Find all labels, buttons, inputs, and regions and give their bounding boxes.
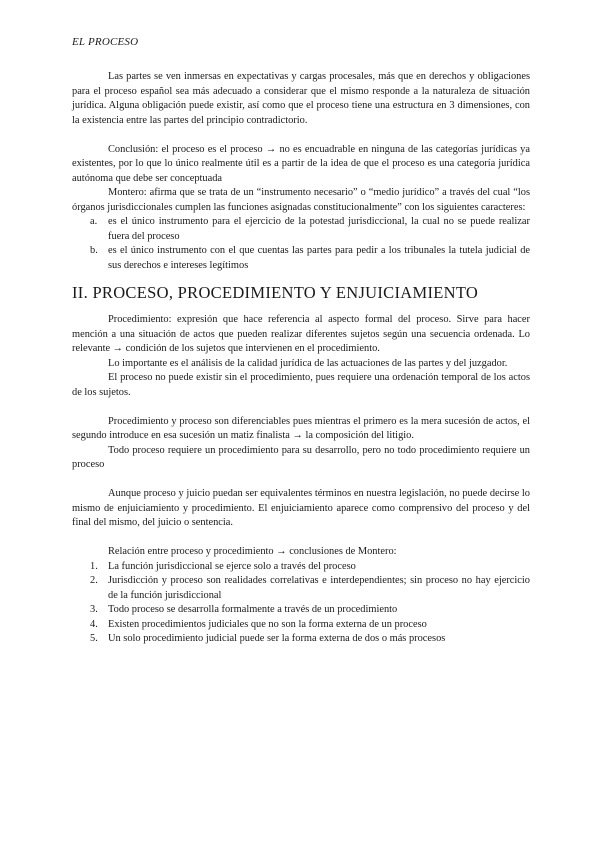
paragraph-montero: Montero: afirma que se trata de un “instrumento necesario” o “medio jurídico” a través del cual “los órganos jurisdiccionales cumplen las funciones asignadas constitucionalmente” con los siguientes caracteres: [72, 187, 530, 213]
conclusiones-list [72, 560, 530, 647]
paragraph-ordenacion-temporal: El proceso no puede existir sin el procedimiento, pues requiere una ordenación temporal de los actos de los sujetos. [72, 372, 530, 398]
list-item [72, 603, 530, 618]
caracteres-list [72, 215, 530, 273]
list-marker: 3. [90, 604, 98, 615]
list-item-text: Existen procedimientos judiciales que no son la forma externa de un proceso [108, 618, 427, 630]
list-marker: 4. [90, 618, 98, 630]
list-item [72, 560, 530, 575]
list-marker: 5. [90, 633, 98, 644]
list-item [72, 618, 530, 633]
list-item [72, 632, 530, 647]
paragraph-lo-importante: Lo importante es el análisis de la calidad jurídica de las actuaciones de las partes y del juzgador. [108, 357, 508, 369]
paragraph-enjuiciamiento: Aunque proceso y juicio puedan ser equivalentes términos en nuestra legislación, no puede decirse lo mismo de enjuiciamiento y procedimiento. El enjuiciamiento aparece como comprensivo del proceso y del final del mismo, del juicio o sentencia. [72, 488, 530, 528]
paragraph-procedimiento: Procedimiento: expresión que hace referencia al aspecto formal del proceso. Sirve para hacer mención a una situación de actos que pueden realizar diferentes sujetos según una secuencia ordenada. Lo relevante → condición de los sujetos que intervienen en el procedimiento. [72, 314, 530, 354]
document-body [72, 70, 530, 647]
paragraph-relacion: Relación entre proceso y procedimiento → conclusiones de Montero: [108, 546, 397, 557]
paragraph-todo-proceso: Todo proceso requiere un procedimiento para su desarrollo, pero no todo procedimiento requiere un proceso [72, 444, 530, 470]
list-item [72, 244, 530, 273]
paragraph-conclusion: Conclusión: el proceso es el proceso → no es encuadrable en ninguna de las categorías jurídicas ya existentes, por lo que lo único realmente útil es a partir de la idea de que el proceso es una categoría jurídica autónoma que debe ser conceptuada [72, 143, 530, 184]
list-item-text: es el único instrumento con el que cuentas las partes para pedir a los tribunales la tutela judicial de sus derechos e intereses legítimos [108, 245, 530, 271]
list-item-text: Un solo procedimiento judicial puede ser la forma externa de dos o más procesos [108, 633, 446, 644]
list-marker: b. [90, 245, 98, 256]
list-item [72, 574, 530, 603]
paragraph-situacion-juridica: Las partes se ven inmersas en expectativas y cargas procesales, más que en derechos y obligaciones para el proceso español sea más adecuado a considerar que el mismo responde a la naturaleza de situación jurídica. Alguna obligación puede existir, así como que el proceso tiene una estructura en 3 dimensiones, con la existencia entre las partes del principio contradictorio. [72, 71, 530, 126]
paragraph-diferenciables: Procedimiento y proceso son diferenciables pues mientras el primero es la mera sucesión de actos, el segundo introduce en esa sucesión un matiz finalista → la composición del litigio. [72, 415, 530, 441]
list-marker: 2. [90, 575, 98, 586]
section-heading: II. PROCESO, PROCEDIMIENTO Y ENJUICIAMIENTO [72, 283, 479, 302]
list-marker: 1. [90, 560, 98, 572]
list-item-text: es el único instrumento para el ejercicio de la potestad jurisdiccional, la cual no se puede realizar fuera del proceso [108, 216, 530, 242]
running-header: EL PROCESO [72, 36, 139, 48]
list-item-text: Todo proceso se desarrolla formalmente a través de un procedimiento [108, 604, 398, 615]
list-item-text: La función jurisdiccional se ejerce solo a través del proceso [108, 560, 356, 572]
list-item [72, 215, 530, 244]
list-item-text: Jurisdicción y proceso son realidades correlativas e interdependientes; sin proceso no hay ejercicio de la función jurisdiccional [108, 575, 530, 601]
list-marker: a. [90, 216, 98, 227]
